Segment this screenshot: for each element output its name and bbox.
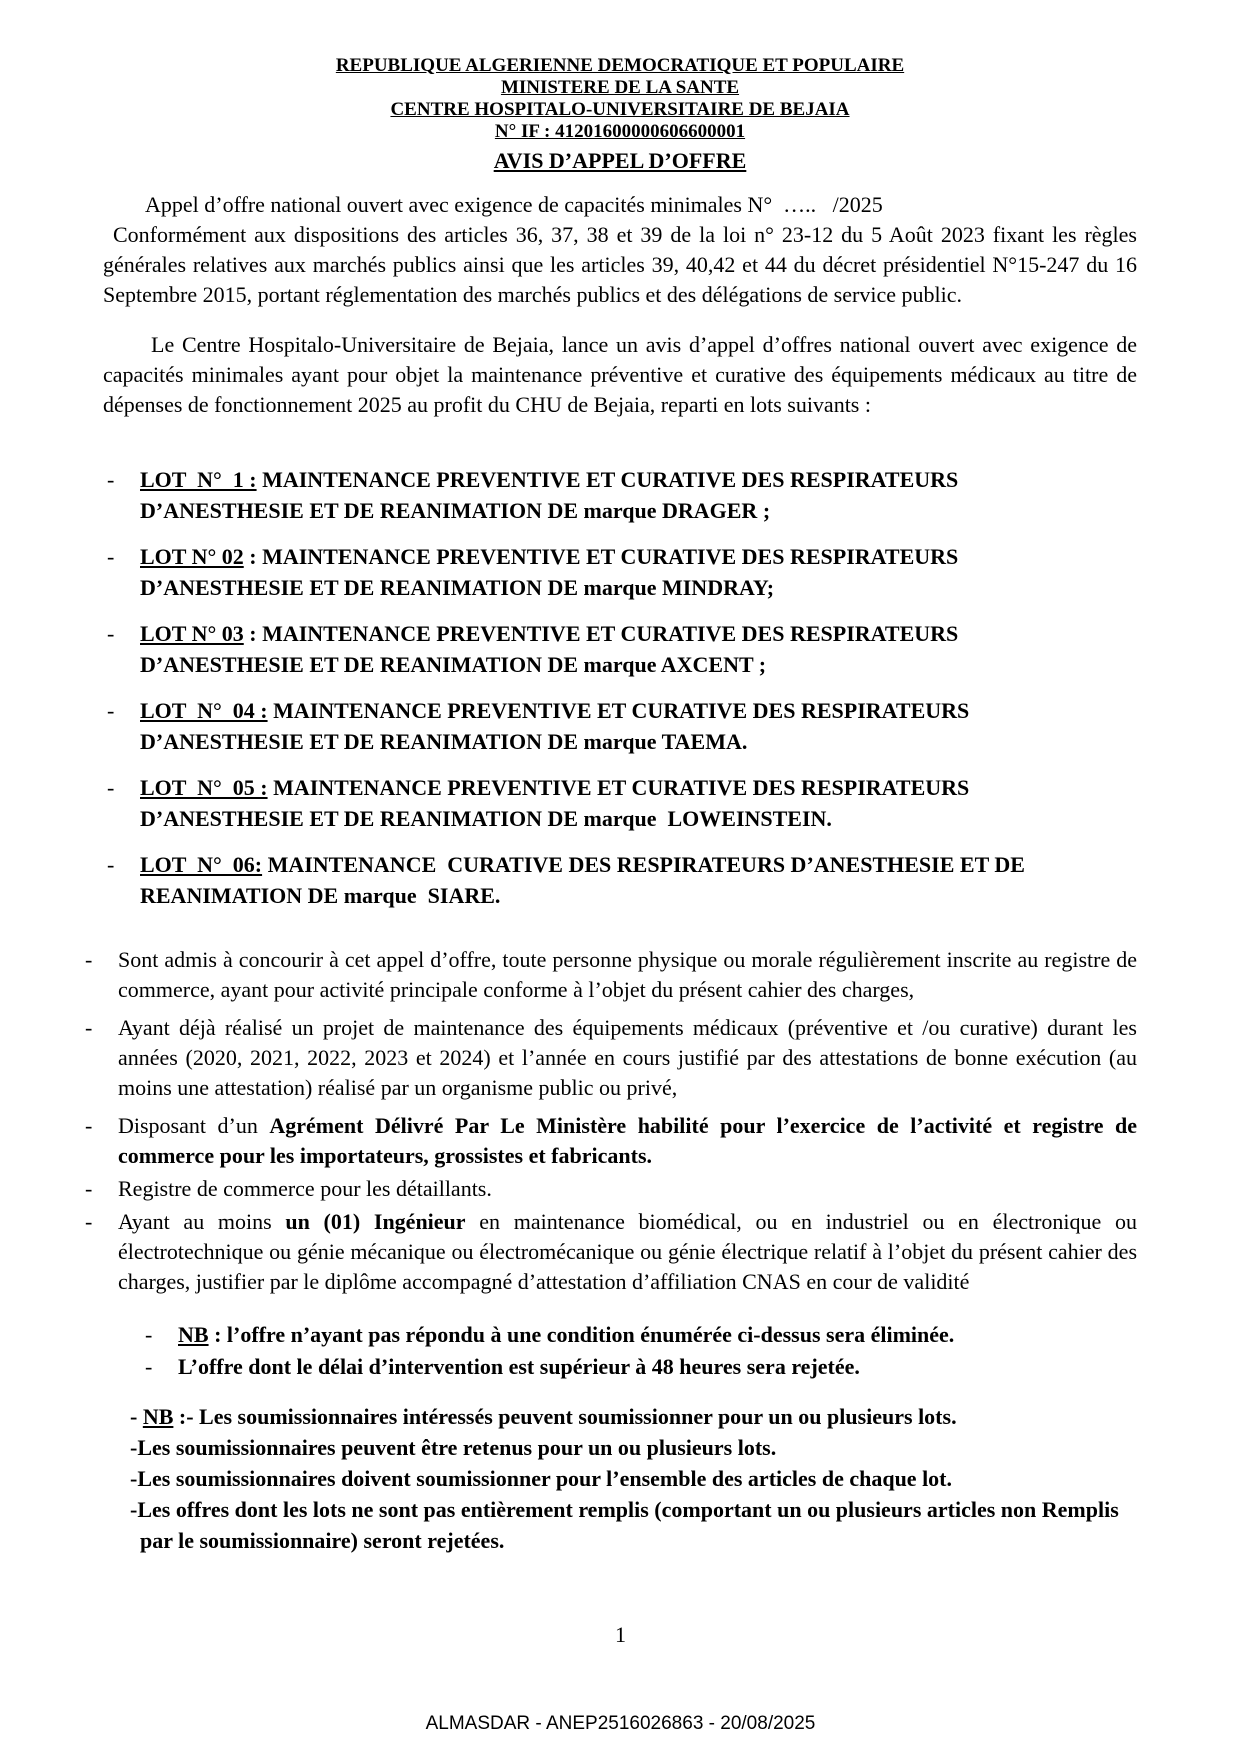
nb-lots-line-2: -Les soumissionnaires peuvent être retenus pour un ou plusieurs lots. [130,1435,777,1460]
dash-bullet: - [85,1176,93,1201]
nb-lots-line-3: -Les soumissionnaires doivent soumissionner pour l’ensemble des articles de chaque lot. [130,1466,953,1491]
nb-lots-block [130,1401,1137,1556]
nb-eligibility-block [103,1319,1137,1383]
dash-bullet: - [85,1113,93,1138]
lot-item-6 [103,849,1137,911]
publication-footer: ALMASDAR - ANEP2516026863 - 20/08/2025 [425,1713,816,1734]
dash-bullet: - [107,852,115,877]
lot-number: LOT N° 04 : [140,698,268,723]
condition-agrement: - Disposant d’un Agrément Délivré Par Le Ministère habilité pour l’exercice de l’activité et registre de commerce pour les importateurs, grossistes et fabricants. [85,1111,1137,1171]
lot-number: LOT N° 1 : [140,467,257,492]
lot-item-5 [103,772,1137,834]
lot-item-1 [103,464,1137,526]
intro-body: Conformément aux dispositions des articles 36, 37, 38 et 39 de la loi n° 23-12 du 5 Août 2023 fixant les règles générales relatives aux marchés publics ainsi que les articles 39, 40,42 et 44 du décret présidentiel N°15-247 du 16 Septembre 2015, portant réglementation des marchés publics et des délégations de service public. [103,222,1137,307]
lots-list [103,464,1137,911]
header-line-ministry: MINISTERE DE LA SANTE [500,77,740,98]
condition-experience: - Ayant déjà réalisé un projet de maintenance des équipements médicaux (préventive et /ou curative) durant les années (2020, 2021, 2022, 2023 et 2024) et l’année en cours justifié par des attestations de bonne exécution (au moins une attestation) réalisé par un organisme public ou privé, [85,1013,1137,1103]
condition-registre: - Registre de commerce pour les détaillants. [85,1174,1137,1204]
dash-bullet: - [107,698,115,723]
lot-item-2 [103,541,1137,603]
lot-text: LOT N° 06: MAINTENANCE CURATIVE DES RESPIRATEURS D’ANESTHESIE ET DE REANIMATION DE marque SIARE. [140,852,1025,908]
nb-item-elimination: - NB : l’offre n’ayant pas répondu à une condition énumérée ci-dessus sera éliminée. [145,1319,1137,1351]
lot-item-3 [103,618,1137,680]
nb-lots-line-4: -Les offres dont les lots ne sont pas entièrement remplis (comportant un ou plusieurs articles non Remplis par le soumissionnaire) seront rejetées. [130,1497,1119,1553]
dash-bullet: - [145,1322,153,1347]
lot-number: LOT N° 05 : [140,775,268,800]
intro-paragraph [103,190,1137,310]
lot-number: LOT N° 06: [140,852,263,877]
header-line-republic: REPUBLIQUE ALGERIENNE DEMOCRATIQUE ET POPULAIRE [335,55,905,76]
dash-bullet: - [145,1354,153,1379]
object-paragraph: Le Centre Hospitalo-Universitaire de Bejaia, lance un avis d’appel d’offres national ouvert avec exigence de capacités minimales ayant pour objet la maintenance préventive et curative des équipements médicaux au titre de dépenses de fonctionnement 2025 au profit du CHU de Bejaia, reparti en lots suivants : [103,332,1137,417]
header-line-fiscal-id: N° IF : 41201600000606600001 [494,121,746,142]
dash-bullet: - [107,775,115,800]
condition-ingenieur: - Ayant au moins un (01) Ingénieur en maintenance biomédical, ou en industriel ou en électronique ou électrotechnique ou génie mécanique ou électromécanique ou génie électrique relatif à l’objet du présent cahier des charges, justifier par le diplôme accompagné d’attestation d’affiliation CNAS en cour de validité [85,1207,1137,1297]
document-header [103,55,1137,143]
lot-text: LOT N° 1 : MAINTENANCE PREVENTIVE ET CURATIVE DES RESPIRATEURS D’ANESTHESIE ET DE REANIMATION DE marque DRAGER ; [140,467,959,523]
dash-bullet: - [85,1015,93,1040]
lot-text: LOT N° 04 : MAINTENANCE PREVENTIVE ET CURATIVE DES RESPIRATEURS D’ANESTHESIE ET DE REANIMATION DE marque TAEMA. [140,698,970,754]
lot-item-4 [103,695,1137,757]
dash-bullet: - [107,544,115,569]
condition-admission: - Sont admis à concourir à cet appel d’offre, toute personne physique ou morale régulièrement inscrite au registre de commerce, ayant pour activité principale conforme à l’objet du présent cahier des charges, [85,945,1137,1005]
dash-bullet: - [85,1209,93,1234]
page-number: 1 [615,1622,626,1647]
lot-text: LOT N° 02 : MAINTENANCE PREVENTIVE ET CURATIVE DES RESPIRATEURS D’ANESTHESIE ET DE REANIMATION DE marque MINDRAY; [140,544,959,600]
nb-item-delai: - L’offre dont le délai d’intervention est supérieur à 48 heures sera rejetée. [145,1351,1137,1383]
nb-label: NB [142,1404,174,1429]
lot-text: LOT N° 05 : MAINTENANCE PREVENTIVE ET CURATIVE DES RESPIRATEURS D’ANESTHESIE ET DE REANIMATION DE marque LOWEINSTEIN. [140,775,970,831]
dash-bullet: - [107,467,115,492]
lot-number: LOT N° 03 [140,621,244,646]
dash-bullet: - [85,947,93,972]
dash-bullet: - [107,621,115,646]
notice-title: AVIS D’APPEL D’OFFRE [493,148,747,173]
nb-lots-line-1: - NB :- Les soumissionnaires intéressés peuvent soumissionner pour un ou plusieurs lots. [130,1404,957,1429]
conditions-list [85,945,1138,1297]
lot-text: LOT N° 03 : MAINTENANCE PREVENTIVE ET CURATIVE DES RESPIRATEURS D’ANESTHESIE ET DE REANIMATION DE marque AXCENT ; [140,621,959,677]
header-line-hospital: CENTRE HOSPITALO-UNIVERSITAIRE DE BEJAIA [390,99,850,120]
intro-first-line: Appel d’offre national ouvert avec exigence de capacités minimales N° ….. /2025 [145,192,883,217]
lot-number: LOT N° 02 [140,544,244,569]
nb-label: NB [178,1322,209,1347]
